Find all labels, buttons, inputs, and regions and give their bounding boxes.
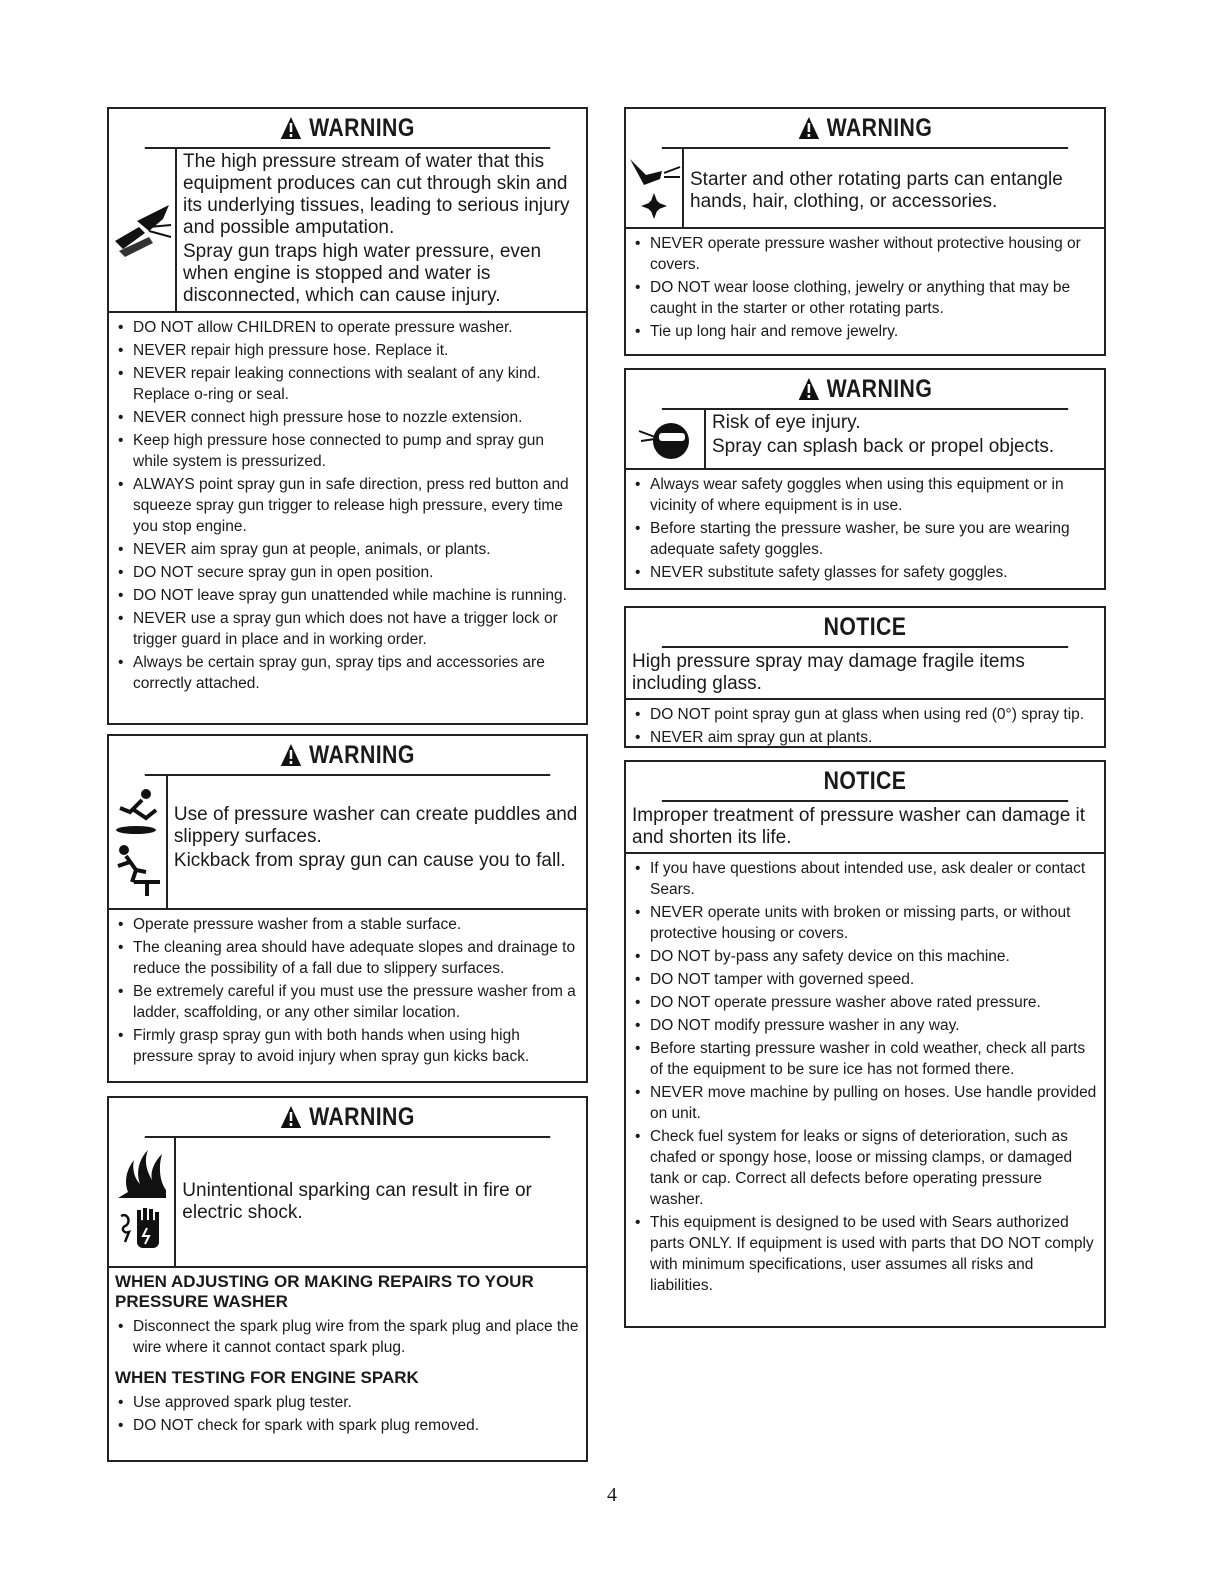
list-item: • DO NOT check for spark with spark plug removed. [115,1415,580,1436]
warning-header [662,370,1068,410]
list-item: • NEVER repair high pressure hose. Replace it. [115,340,580,361]
safety-bullet-list [626,229,1104,348]
hazard-panel [626,410,1104,470]
safety-bullet-list [109,1312,586,1364]
page-number: 4 [607,1484,617,1506]
hazard-panel [109,776,586,910]
notice-header: NOTICE [662,608,1068,648]
entanglement-hazard-icon [626,155,682,191]
warning-title: WARNING [826,374,933,403]
list-item: • DO NOT operate pressure washer above rated pressure. [632,992,1098,1013]
hazard-text: Unintentional sparking can result in fire or electric shock. [182,1180,532,1223]
list-item: • Use approved spark plug tester. [115,1392,580,1413]
slip-hazard-icon [112,788,162,836]
list-item: • NEVER move machine by pulling on hoses. Use handle provided on unit. [632,1082,1098,1124]
notice-bullet-list [626,854,1104,1302]
warning-triangle-icon [280,743,302,767]
safety-bullet-list [109,910,586,1073]
list-item: • DO NOT secure spray gun in open position. [115,562,580,583]
hazard-text: Starter and other rotating parts can entangle hands, hair, clothing, or accessories. [690,169,1063,212]
hazard-text: Risk of eye injury. Spray can splash back or propel objects. [712,412,1055,457]
warning-header [145,109,550,149]
notice-text: High pressure spray may damage fragile items including glass. [626,648,1104,700]
list-item: • Check fuel system for leaks or signs of deterioration, such as chafed or spongy hose, loose or missing clamps, or damaged tank or cap. Correct all defects before operating pressure washer. [632,1126,1098,1210]
section-subheading: WHEN TESTING FOR ENGINE SPARK [115,1368,419,1387]
hazard-text: Use of pressure washer can create puddles and slippery surfaces. Kickback from spray gun can cause you to fall. [173,804,578,871]
notice-box-fragile [624,606,1106,748]
list-item: • NEVER connect high pressure hose to nozzle extension. [115,407,580,428]
list-item: • Operate pressure washer from a stable surface. [115,914,580,935]
warning-title: WARNING [309,740,415,769]
list-item: • Be extremely careful if you must use the pressure washer from a ladder, scaffolding, or any other similar location. [115,981,580,1023]
warning-box-eye [624,368,1106,590]
safety-bullet-list [109,1388,586,1442]
list-item: • DO NOT allow CHILDREN to operate pressure washer. [115,317,580,338]
list-item: • Keep high pressure hose connected to pump and spray gun while system is pressurized. [115,430,580,472]
list-item: • The cleaning area should have adequate slopes and drainage to reduce the possibility of a fall due to slippery surfaces. [115,937,580,979]
list-item: • Tie up long hair and remove jewelry. [632,321,1098,342]
list-item: • If you have questions about intended use, ask dealer or contact Sears. [632,858,1098,900]
warning-triangle-icon [798,116,820,140]
warning-triangle-icon [280,116,302,140]
notice-header: NOTICE [662,762,1068,802]
safety-bullet-list [626,470,1104,589]
list-item: • NEVER use a spray gun which does not have a trigger lock or trigger guard in place and in working order. [115,608,580,650]
list-item: • Firmly grasp spray gun with both hands when using high pressure spray to avoid injury when spray gun kicks back. [115,1025,580,1067]
safety-bullet-list [109,313,586,700]
injection-hazard-icon [109,149,177,311]
section-subheading: WHEN ADJUSTING OR MAKING REPAIRS TO YOUR PRESSURE WASHER [115,1272,534,1311]
list-item: • ALWAYS point spray gun in safe direction, press red button and squeeze spray gun trigger to release high pressure, every time you stop engine. [115,474,580,537]
hazard-panel [109,149,586,313]
list-item: • Before starting the pressure washer, be sure you are wearing adequate safety goggles. [632,518,1098,560]
list-item: • NEVER aim spray gun at people, animals, or plants. [115,539,580,560]
warning-title: WARNING [309,113,415,142]
eye-injury-icon [626,410,706,468]
fall-hazard-icon [112,842,162,896]
list-item: • DO NOT point spray gun at glass when using red (0°) spray tip. [632,704,1098,725]
list-item: • DO NOT by-pass any safety device on this machine. [632,946,1098,967]
list-item: • NEVER operate units with broken or missing parts, or without protective housing or covers. [632,902,1098,944]
list-item: • Disconnect the spark plug wire from the spark plug and place the wire where it cannot contact spark plug. [115,1316,580,1358]
hazard-text: The high pressure stream of water that this equipment produces can cut through skin and its underlying tissues, leading to serious injury and possible amputation. Spray gun traps high water pressure, even when engine is stopped and water is disconnected, which can cause injury. [183,151,570,306]
warning-box-fire [107,1096,588,1462]
notice-text: Improper treatment of pressure washer can damage it and shorten its life. [626,802,1104,854]
warning-box-slip [107,734,588,1083]
list-item: • NEVER repair leaking connections with sealant of any kind. Replace o-ring or seal. [115,363,580,405]
warning-header [662,109,1068,149]
electric-shock-icon [117,1206,167,1256]
list-item: • DO NOT tamper with governed speed. [632,969,1098,990]
list-item: • NEVER aim spray gun at plants. [632,727,1098,748]
list-item: • NEVER substitute safety glasses for safety goggles. [632,562,1098,583]
warning-box-injection [107,107,588,725]
list-item: • Always wear safety goggles when using this equipment or in vicinity of where equipment is in use. [632,474,1098,516]
hazard-panel [109,1138,586,1268]
notice-bullet-list [626,700,1104,754]
list-item: • DO NOT wear loose clothing, jewelry or anything that may be caught in the starter or other rotating parts. [632,277,1098,319]
warning-triangle-icon [280,1105,302,1129]
warning-triangle-icon [798,377,820,401]
list-item: • Before starting pressure washer in cold weather, check all parts of the equipment to be sure ice has not formed there. [632,1038,1098,1080]
list-item: • This equipment is designed to be used with Sears authorized parts ONLY. If equipment is used with parts that DO NOT comply with minimum specifications, user assumes all risks and liabilities. [632,1212,1098,1296]
hazard-panel [626,149,1104,229]
warning-header [145,736,550,776]
warning-title: WARNING [309,1102,415,1131]
rotating-parts-icon [639,191,669,221]
warning-header [145,1098,550,1138]
list-item: • DO NOT leave spray gun unattended while machine is running. [115,585,580,606]
warning-title: WARNING [826,113,933,142]
list-item: • DO NOT modify pressure washer in any way. [632,1015,1098,1036]
list-item: • Always be certain spray gun, spray tips and accessories are correctly attached. [115,652,580,694]
notice-box-treatment [624,760,1106,1328]
warning-box-entanglement [624,107,1106,356]
fire-hazard-icon [114,1148,170,1200]
list-item: • NEVER operate pressure washer without protective housing or covers. [632,233,1098,275]
